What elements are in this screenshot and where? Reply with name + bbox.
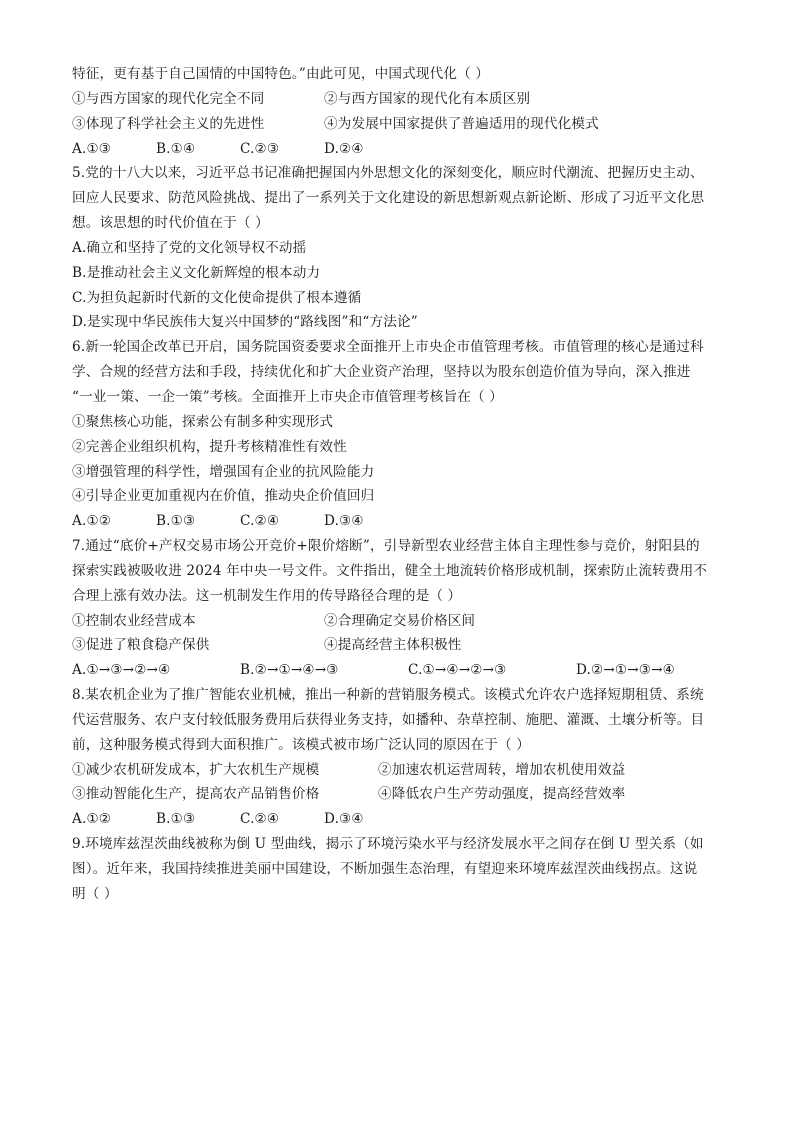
- q6-item-2: ②完善企业组织机构，提升考核精准性有效性: [72, 438, 347, 455]
- q8-choice-d: D.③④: [324, 811, 364, 828]
- q4-choice-b: B.①④: [156, 140, 196, 157]
- q7-options-row-1: [72, 609, 732, 634]
- q7-options-row-2: [72, 633, 732, 658]
- q6-stem-line-2: 学、合规的经营方法和手段，持续优化和扩大企业资产治理，坚持以为股东创造价值为导向，深入推进: [72, 364, 691, 381]
- q6-stem-line-1: 6.新一轮国企改革已开启，国务院国资委要求全面推开上市央企市值管理考核。市值管理的核心是通过科: [72, 339, 704, 356]
- q8-stem-line-3: 前，这种服务模式得到大面积推广。该模式被市场广泛认同的原因在于（ ）: [72, 736, 531, 753]
- q8-choice-b: B.①③: [156, 811, 196, 828]
- q4-stem-tail: 特征，更有基于自己国情的中国特色。”由此可见，中国式现代化（ ）: [72, 66, 490, 82]
- q6-choice-d: D.③④: [324, 513, 364, 530]
- q7-option-3: ③促进了粮食稳产保供: [72, 637, 210, 654]
- q6-stem-line-3: “一业一策、一企一策”考核。全面推开上市央企市值管理考核旨在（ ）: [72, 388, 503, 405]
- q4-option-3: ③体现了科学社会主义的先进性: [72, 115, 265, 132]
- q8-choice-c: C.②④: [240, 811, 280, 828]
- q7-choices: [72, 658, 732, 683]
- q8-option-3: ③推动智能化生产，提高农产品销售价格: [72, 786, 320, 803]
- q9-stem-line-3: 明（ ）: [72, 885, 118, 902]
- q4-choice-c: C.②③: [240, 140, 280, 157]
- q4-option-2: ②与西方国家的现代化有本质区别: [324, 90, 531, 107]
- q7-choice-c: C.①→④→②→③: [408, 662, 507, 679]
- q8-options-row-1: [72, 758, 732, 783]
- q6-choice-a: A.①②: [72, 513, 112, 530]
- q4-choice-a: A.①③: [72, 140, 112, 157]
- exam-page: [72, 62, 732, 907]
- q8-options-row-2: [72, 782, 732, 807]
- q5-option-a: A.确立和坚持了党的文化领导权不动摇: [72, 239, 307, 256]
- q7-stem-line-1: 7.通过“底价+产权交易市场公开竞价+限价熔断”，引导新型农业经营主体自主理性参与竞价，射阳县的: [72, 538, 700, 555]
- q8-option-4: ④降低农户生产劳动强度，提高经营效率: [378, 786, 626, 803]
- q5-stem-line-1: 5.党的十八大以来，习近平总书记准确把握国内外思想文化的深刻变化，顺应时代潮流、把握历史主动、: [72, 165, 704, 182]
- q7-stem-line-3: 合理上涨有效办法。这一机制发生作用的传导路径合理的是（ ）: [72, 587, 462, 604]
- q8-choices: [72, 807, 732, 832]
- q4-option-4: ④为发展中国家提供了普遍适用的现代化模式: [324, 115, 599, 132]
- q7-choice-a: A.①→③→②→④: [72, 662, 171, 679]
- q6-item-4: ④引导企业更加重视内在价值，推动央企价值回归: [72, 488, 375, 505]
- q7-choice-d: D.②→①→③→④: [576, 662, 676, 679]
- q7-choice-b: B.②→①→④→③: [240, 662, 339, 679]
- q5-option-c: C.为担负起新时代新的文化使命提供了根本遵循: [72, 289, 362, 306]
- q6-item-1: ①聚焦核心功能，探索公有制多种实现形式: [72, 413, 334, 430]
- q4-option-1: ①与西方国家的现代化完全不同: [72, 90, 265, 107]
- q6-choice-c: C.②④: [240, 513, 280, 530]
- q8-option-2: ②加速农机运营周转，增加农机使用效益: [378, 761, 626, 778]
- q4-choices: [72, 137, 732, 162]
- q4-options-row-2: [72, 112, 732, 137]
- q4-options-row-1: [72, 87, 732, 112]
- q7-stem-line-2: 探索实践被吸收进 2024 年中央一号文件。文件指出，健全土地流转价格形成机制，探索防止流转费用不: [72, 562, 708, 579]
- q5-stem-line-3: 想。该思想的时代价值在于（ ）: [72, 215, 269, 232]
- q9-stem-line-2: 图）。近年来，我国持续推进美丽中国建设，不断加强生态治理，有望迎来环境库兹涅茨曲线拐点。这说: [72, 861, 698, 877]
- q5-option-b: B.是推动社会主义文化新辉煌的根本动力: [72, 264, 321, 281]
- q7-option-4: ④提高经营主体积极性: [324, 637, 462, 654]
- q6-item-3: ③增强管理的科学性，增强国有企业的抗风险能力: [72, 463, 375, 480]
- q7-option-2: ②合理确定交易价格区间: [324, 612, 476, 629]
- q8-stem-line-1: 8.某农机企业为了推广智能农业机械，推出一种新的营销服务模式。该模式允许农户选择短期租赁、系统: [72, 687, 704, 704]
- q8-stem-line-2: 代运营服务、农户支付较低服务费用后获得业务支持，如播种、杂草控制、施肥、灌溉、土壤分析等。目: [72, 711, 705, 728]
- q8-choice-a: A.①②: [72, 811, 112, 828]
- q6-choice-b: B.①③: [156, 513, 196, 530]
- q8-option-1: ①减少农机研发成本，扩大农机生产规模: [72, 761, 320, 778]
- q7-option-1: ①控制农业经营成本: [72, 612, 196, 629]
- q9-stem-line-1: 9.环境库兹涅茨曲线被称为倒 U 型曲线，揭示了环境污染水平与经济发展水平之间存在倒 U 型关系（如: [72, 836, 704, 853]
- q6-choices: [72, 509, 732, 534]
- q4-choice-d: D.②④: [324, 140, 364, 157]
- q5-stem-line-2: 回应人民要求、防范风险挑战、提出了一系列关于文化建设的新思想新观点新论断、形成了习近平文化思: [72, 190, 705, 207]
- q5-option-d: D.是实现中华民族伟大复兴中国梦的“路线图”和“方法论”: [72, 314, 418, 331]
